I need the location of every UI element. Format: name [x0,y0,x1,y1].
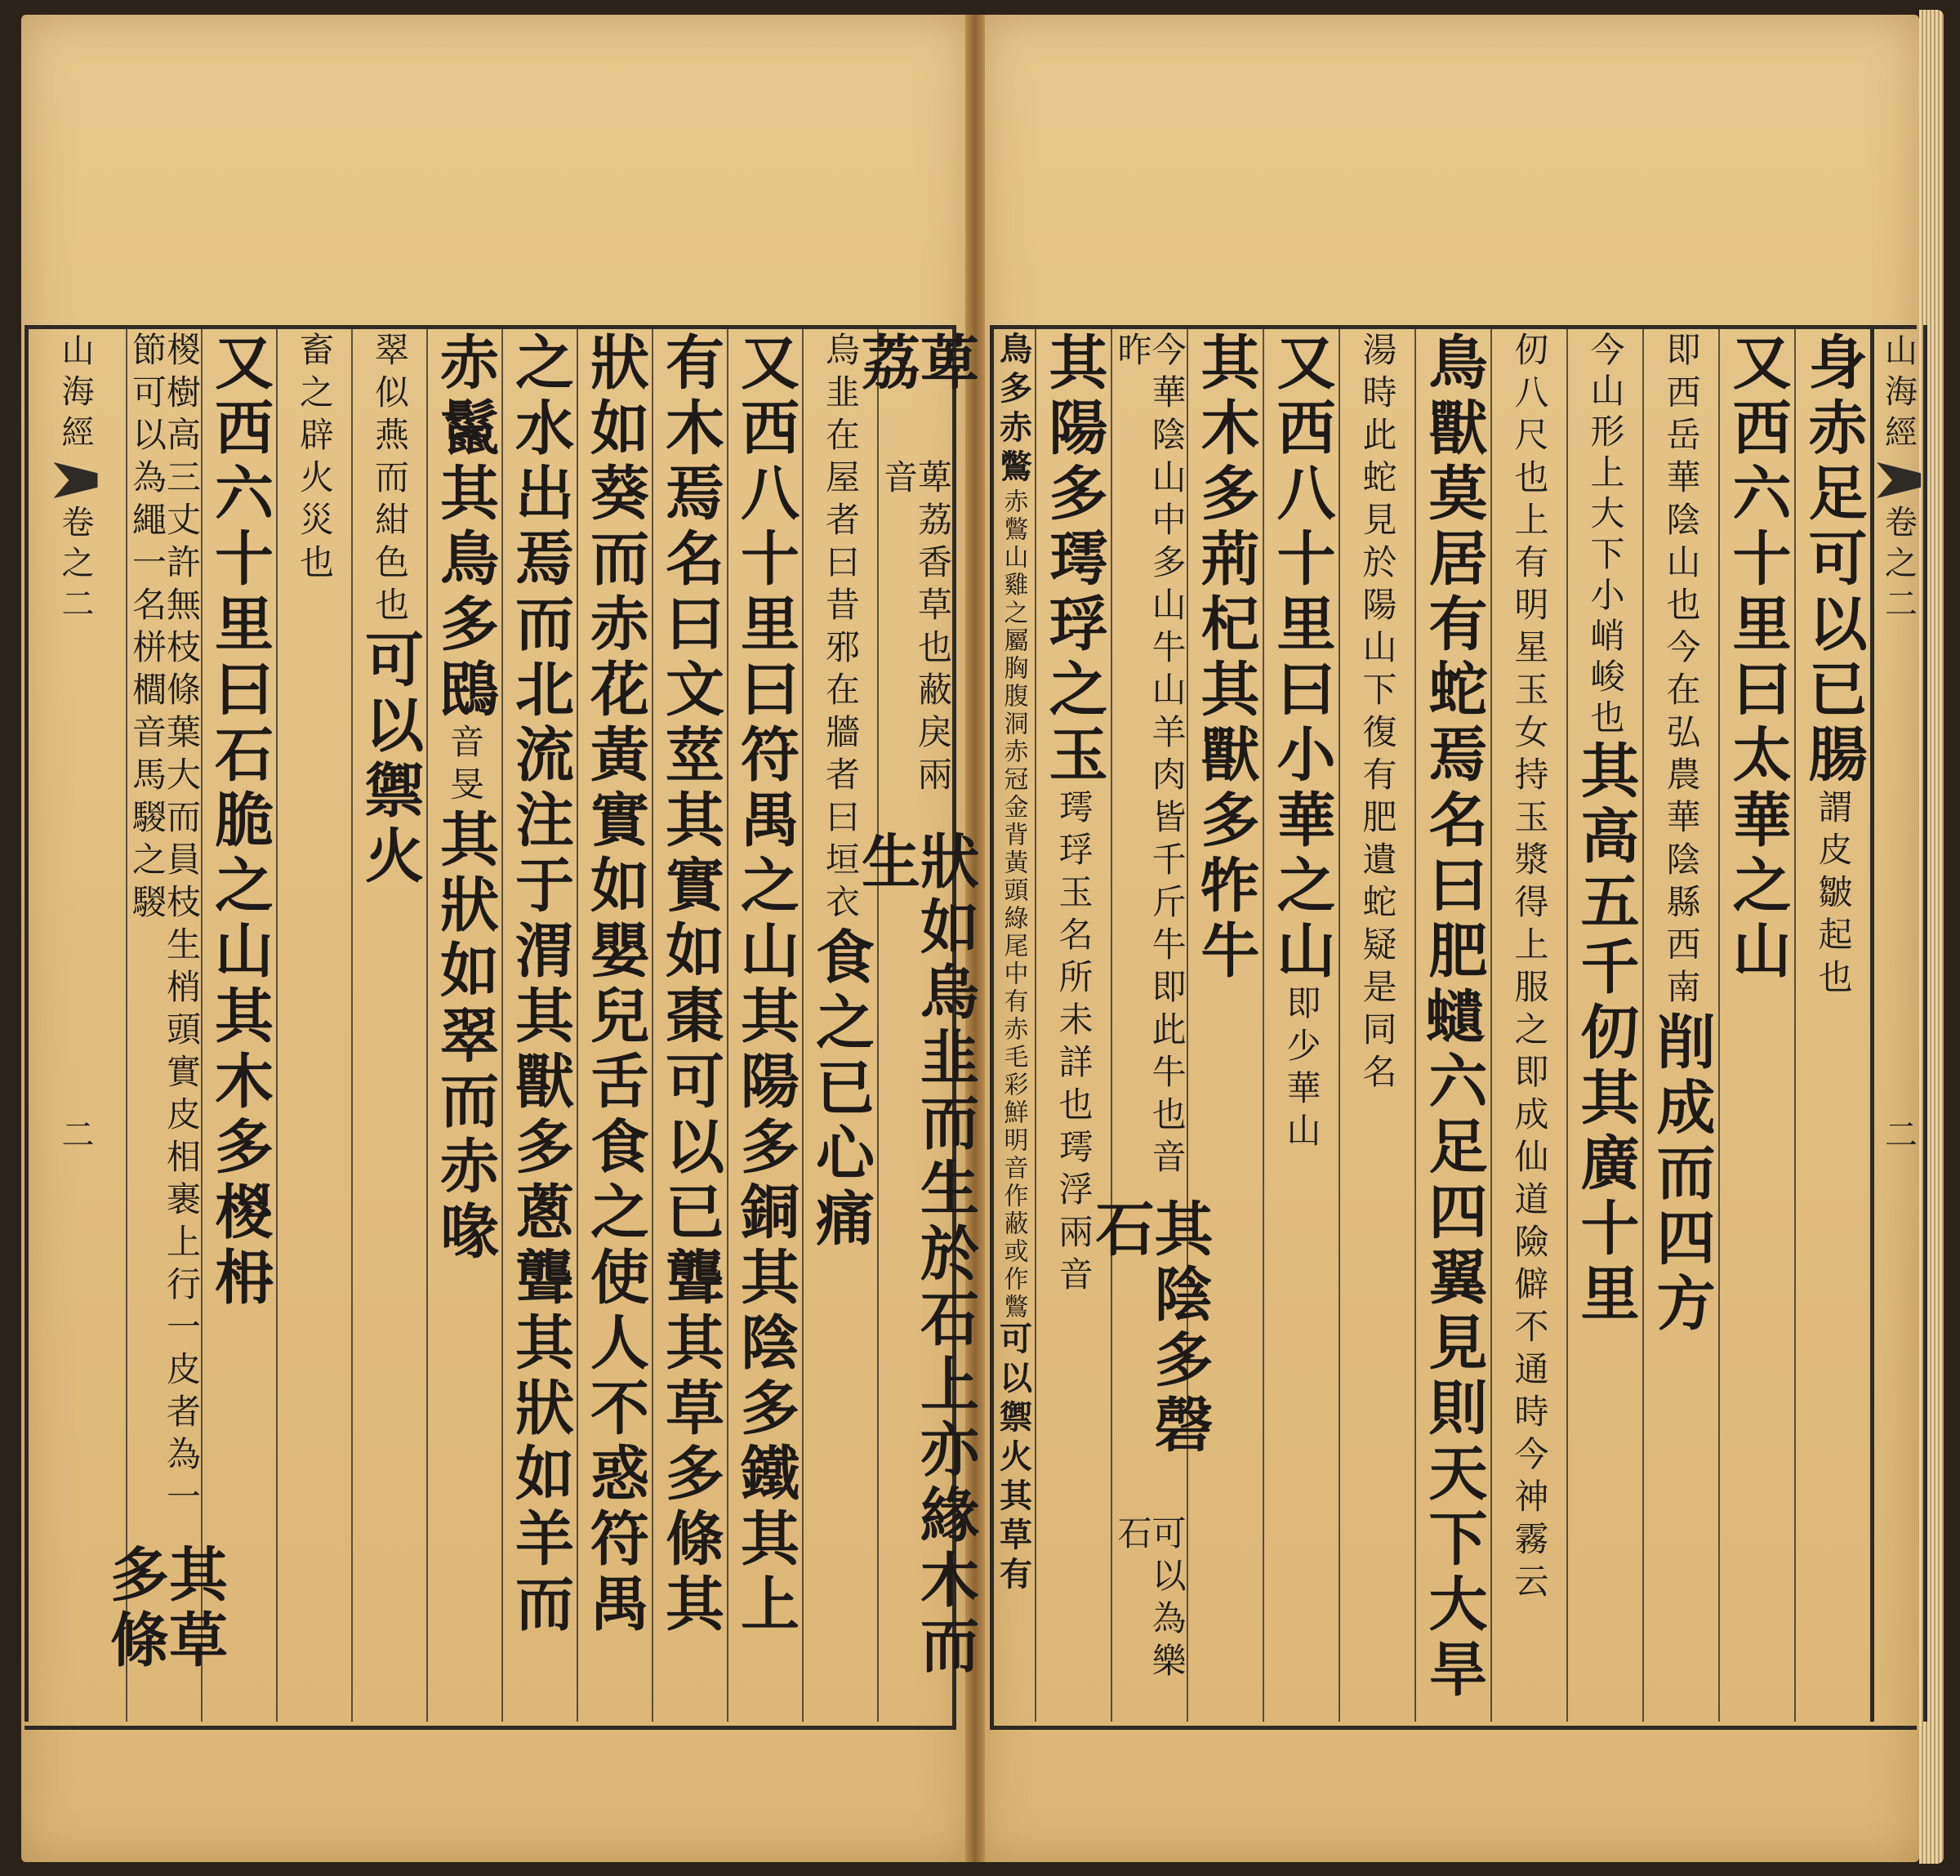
text-column: 今山形上大下小峭峻也 其高五千仞其廣十里 [1566,325,1642,1722]
annotation-column: 即西岳華陰山也今在弘農華陰縣西南 削成而四方 [1642,325,1718,1722]
annotation-column: 椶樹高三丈許無枝條葉大而員枝生梢頭實皮相裹上行一皮者為一節可以為繩一名栟櫚音馬騣之騣 其草多條 [126,325,201,1722]
text-column: 其木多荊杞其獸多㸲牛 [1187,325,1263,1722]
annotation-column: 翠似燕而紺色也 可以禦火 [351,325,426,1722]
fish-tail-mark-icon [54,462,98,498]
text-column: 身赤足可以已腸 謂皮皺起也 [1794,325,1870,1722]
text-column: 又西八十里曰小華之山 即少華山 [1263,325,1339,1722]
book-title: 山海經 [56,333,94,456]
text-column: 有木焉名曰文莖其實如棗可以已聾其草多條其 [652,325,727,1722]
left-center-margin [24,325,122,1722]
volume-label: 卷之二 [1879,505,1918,627]
fish-tail-mark-icon [1877,462,1921,498]
annotation-column: 烏韭在屋者曰昔邪在牆者曰垣衣 食之已心痛 [802,325,877,1722]
left-page-text [24,325,980,1730]
text-column: 狀如葵而赤花黃實如嬰兒舌食之使人不惑符禺 [577,325,652,1722]
text-column: 鳥獸莫居有蛇焉名曰肥𧔥六足四翼見則天下大旱 [1414,325,1490,1722]
right-center-margin [1870,325,1927,1722]
text-column: 其陽多㻬琈之玉 㻬琈玉名所未詳也㻬浮兩音 [1035,325,1111,1722]
right-page-text [990,325,1921,1730]
volume-label: 卷之二 [56,505,94,627]
text-column: 之水出焉而北流注于渭其獸多蔥聾其狀如羊而 [501,325,577,1722]
text-column: 赤鬣其鳥多鴖 音旻 其狀如翠而赤喙 [426,325,501,1722]
text-column: 又西六十里曰太華之山 [1718,325,1794,1722]
folio-number: 二 [1879,1117,1918,1158]
folio-number: 二 [56,1117,94,1158]
annotation-column: 畜之辟火災也 [276,325,351,1722]
annotation-column: 鳥多赤鷩 赤鷩山雞之屬胸腹洞赤冠金背黃頭綠尾中有赤毛彩鮮明音作蔽或作鷩 可以禦火其草有 [990,325,1035,1722]
annotation-column: 湯時此蛇見於陽山下復有肥遺蛇疑是同名 [1339,325,1414,1722]
book-title: 山海經 [1879,333,1918,456]
annotation-column: 今華陰山中多山牛山羊肉皆千斤牛即此牛也音昨 其陰多磬石 可以為樂石 [1111,325,1187,1722]
text-column: 萆荔 萆荔香草也蔽戾兩音 狀如烏韭而生於石上亦緣木而生 [877,325,952,1722]
text-column: 又西六十里曰石脆之山其木多椶枏 [201,325,276,1722]
text-column: 又西八十里曰符禺之山其陽多銅其陰多鐵其上 [727,325,802,1722]
annotation-column: 仞八尺也上有明星玉女持玉漿得上服之即成仙道險僻不通時今神霧云 [1490,325,1566,1722]
